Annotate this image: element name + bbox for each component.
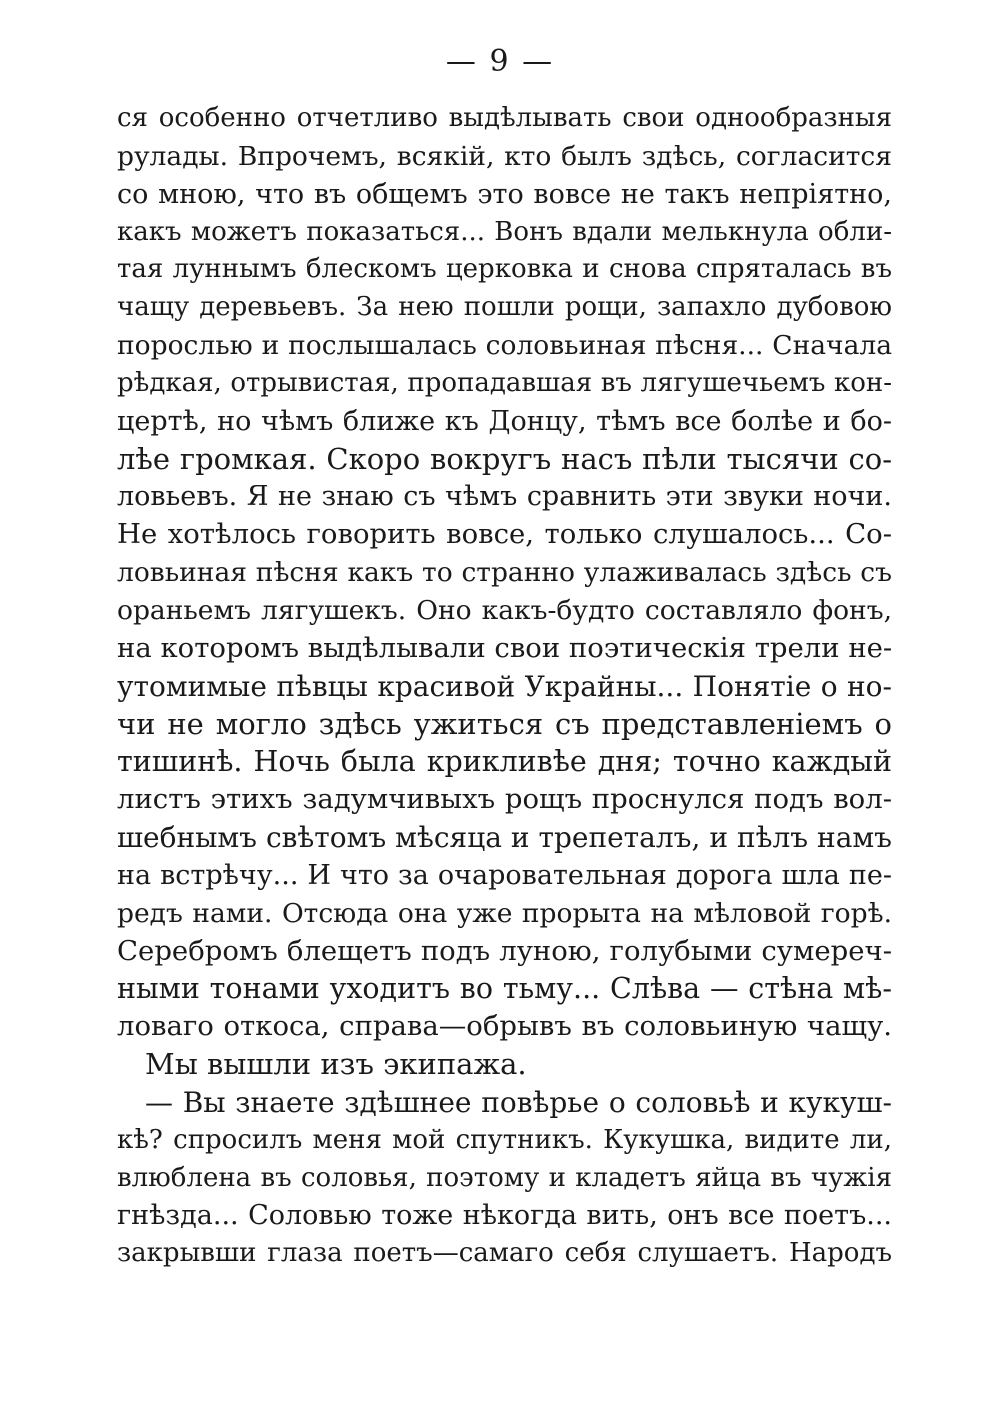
text-line: ными тонами уходитъ во тьму... Слѣва — стѣна мѣ-	[117, 972, 892, 1006]
text-line: Мы вышли изъ экипажа.	[145, 1047, 527, 1082]
text-line: цертѣ, но чѣмъ ближе къ Донцу, тѣмъ все болѣе и бо-	[117, 405, 892, 437]
text-line: чи не могло здѣсь ужиться съ представленіемъ о	[117, 706, 892, 741]
text-line: лѣе громкая. Скоро вокругъ насъ пѣли тысячи со-	[117, 441, 892, 476]
text-line: Серебромъ блещетъ подъ луною, голубыми сумереч-	[117, 934, 892, 967]
text-line: на встрѣчу... И что за очаровательная дорога шла пе-	[117, 859, 892, 891]
text-line: влюблена въ соловья, поэтому и кладетъ яйца въ чужія	[117, 1162, 892, 1193]
text-line: ся особенно отчетливо выдѣлывать свои однообразныя	[117, 103, 892, 133]
body-text	[117, 100, 892, 1273]
text-line: листъ этихъ задумчивыхъ рощъ проснулся подъ вол-	[117, 783, 892, 816]
text-line: кѣ? спросилъ меня мой спутникъ. Кукушка, видите ли,	[117, 1124, 892, 1155]
text-line: Не хотѣлось говорить вовсе, только слушалось... Со-	[117, 518, 892, 551]
text-line: тишинѣ. Ночь была крикливѣе дня; точно каждый	[117, 745, 892, 779]
text-line: редъ нами. Отсюда она уже прорыта на мѣловой горѣ.	[117, 897, 892, 929]
text-line: ораньемъ лягушекъ. Оно какъ-будто составляло фонъ,	[117, 594, 892, 626]
text-line: шебнымъ свѣтомъ мѣсяца и трепеталъ, и пѣлъ намъ	[117, 821, 892, 855]
text-line: тая луннымъ блескомъ церковка и снова спряталась въ	[117, 254, 892, 285]
text-line: ловьевъ. Я не знаю съ чѣмъ сравнить эти звуки ночи.	[117, 481, 892, 513]
text-line: чащу деревьевъ. За нею пошли рощи, запахло дубовою	[117, 292, 892, 323]
text-line: утомимые пѣвцы красивой Украйны... Понятіе о но-	[117, 669, 892, 703]
text-line: со мною, что въ общемъ это вовсе не такъ непріятно,	[117, 178, 892, 210]
text-line: ловаго откоса, справа—обрывъ въ соловьиную чащу.	[117, 1010, 892, 1043]
text-line: закрывши глаза поетъ—самаго себя слушаетъ. Народъ	[117, 1238, 892, 1269]
text-line: порослью и послышалась соловьиная пѣсня... Сначала	[117, 330, 892, 362]
text-line: — Вы знаете здѣшнее повѣрье о соловьѣ и кукуш-	[145, 1085, 892, 1119]
page-number: — 9 —	[445, 44, 555, 79]
text-line: рѣдкая, отрывистая, пропадавшая въ лягушечьемъ кон-	[117, 367, 892, 398]
text-line: ловьиная пѣсня какъ то странно улаживалась здѣсь съ	[117, 557, 892, 589]
text-line: какъ можетъ показаться... Вонъ вдали мелькнула обли-	[117, 216, 892, 247]
text-line: гнѣзда... Соловью тоже нѣкогда вить, онъ все поетъ...	[117, 1200, 892, 1232]
text-line: на которомъ выдѣлывали свои поэтическія трели не-	[117, 631, 893, 664]
text-line: рулады. Впрочемъ, всякій, кто былъ здѣсь, согласится	[117, 140, 892, 172]
